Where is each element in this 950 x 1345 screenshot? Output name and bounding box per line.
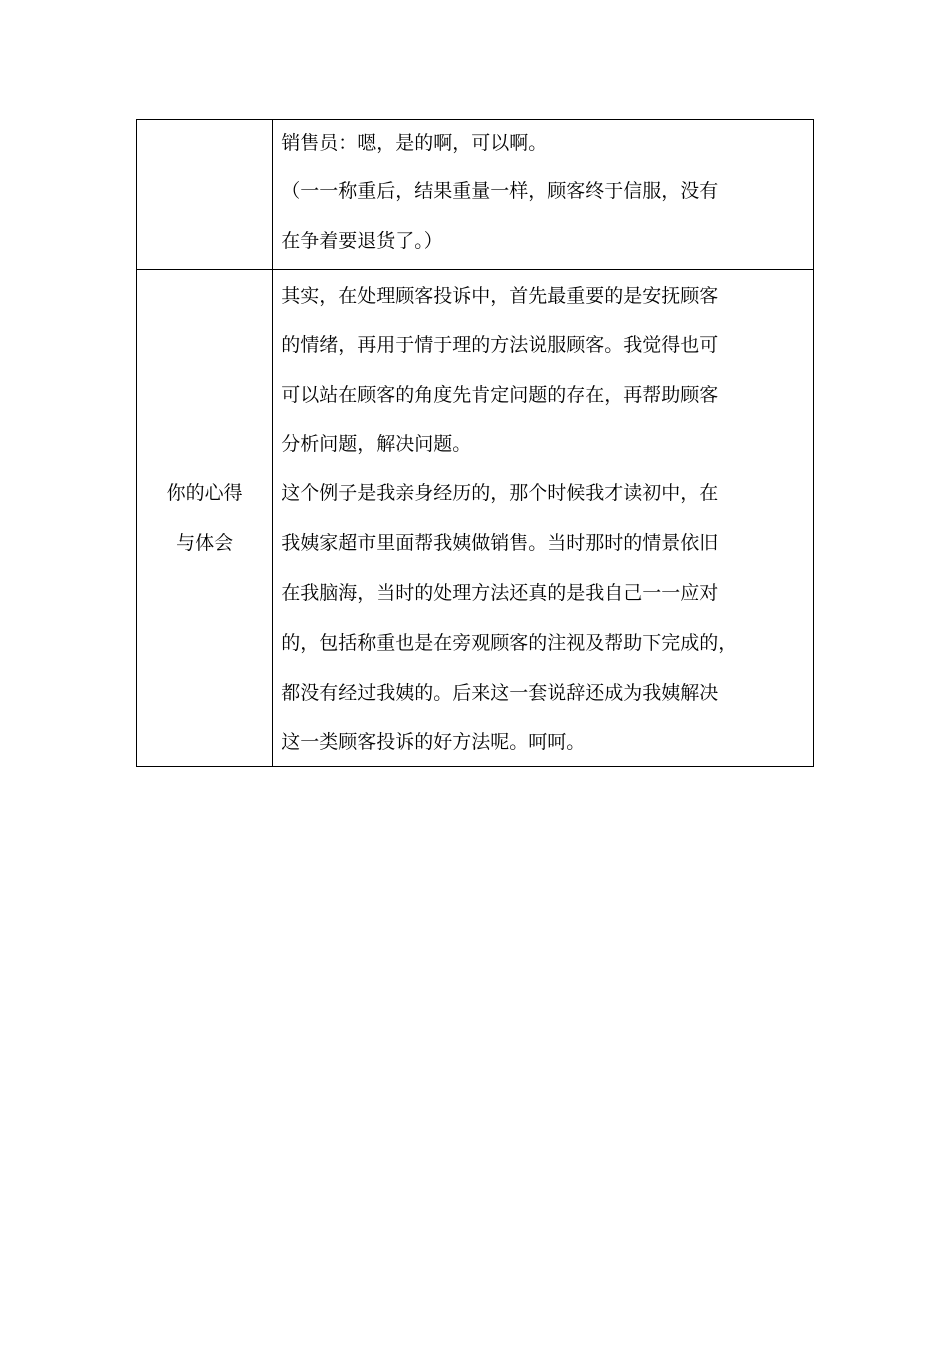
content-line: 的，包括称重也是在旁观顾客的注视及帮助下完成的， <box>281 632 738 654</box>
content-cell-reflection <box>273 270 814 767</box>
document-table <box>136 119 814 767</box>
content-line: 在争着要退货了。） <box>281 230 443 252</box>
content-line: 可以站在顾客的角度先肯定问题的存在，再帮助顾客 <box>281 384 719 406</box>
label-cell-empty <box>137 120 273 270</box>
content-line: 这个例子是我亲身经历的，那个时候我才读初中，在 <box>281 482 719 504</box>
table-row <box>137 120 814 270</box>
content-line: 都没有经过我姨的。后来这一套说辞还成为我姨解决 <box>281 682 719 704</box>
content-line: 分析问题，解决问题。 <box>281 433 472 455</box>
content-line: 我姨家超市里面帮我姨做销售。当时那时的情景依旧 <box>281 532 719 554</box>
row-label-line: 你的心得 <box>166 482 243 504</box>
row-label-line: 与体会 <box>176 532 234 554</box>
content-line: （一一称重后，结果重量一样，顾客终于信服，没有 <box>281 180 719 202</box>
content-line: 的情绪，再用于情于理的方法说服顾客。我觉得也可 <box>281 334 719 356</box>
label-cell-reflection <box>137 270 273 767</box>
table-row <box>137 270 814 767</box>
content-cell-dialogue <box>273 120 814 270</box>
content-line: 这一类顾客投诉的好方法呢。呵呵。 <box>281 731 586 753</box>
content-line: 在我脑海，当时的处理方法还真的是我自己一一应对 <box>281 582 719 604</box>
content-line: 其实，在处理顾客投诉中，首先最重要的是安抚顾客 <box>281 285 719 307</box>
content-line: 销售员：嗯，是的啊，可以啊。 <box>281 132 548 154</box>
